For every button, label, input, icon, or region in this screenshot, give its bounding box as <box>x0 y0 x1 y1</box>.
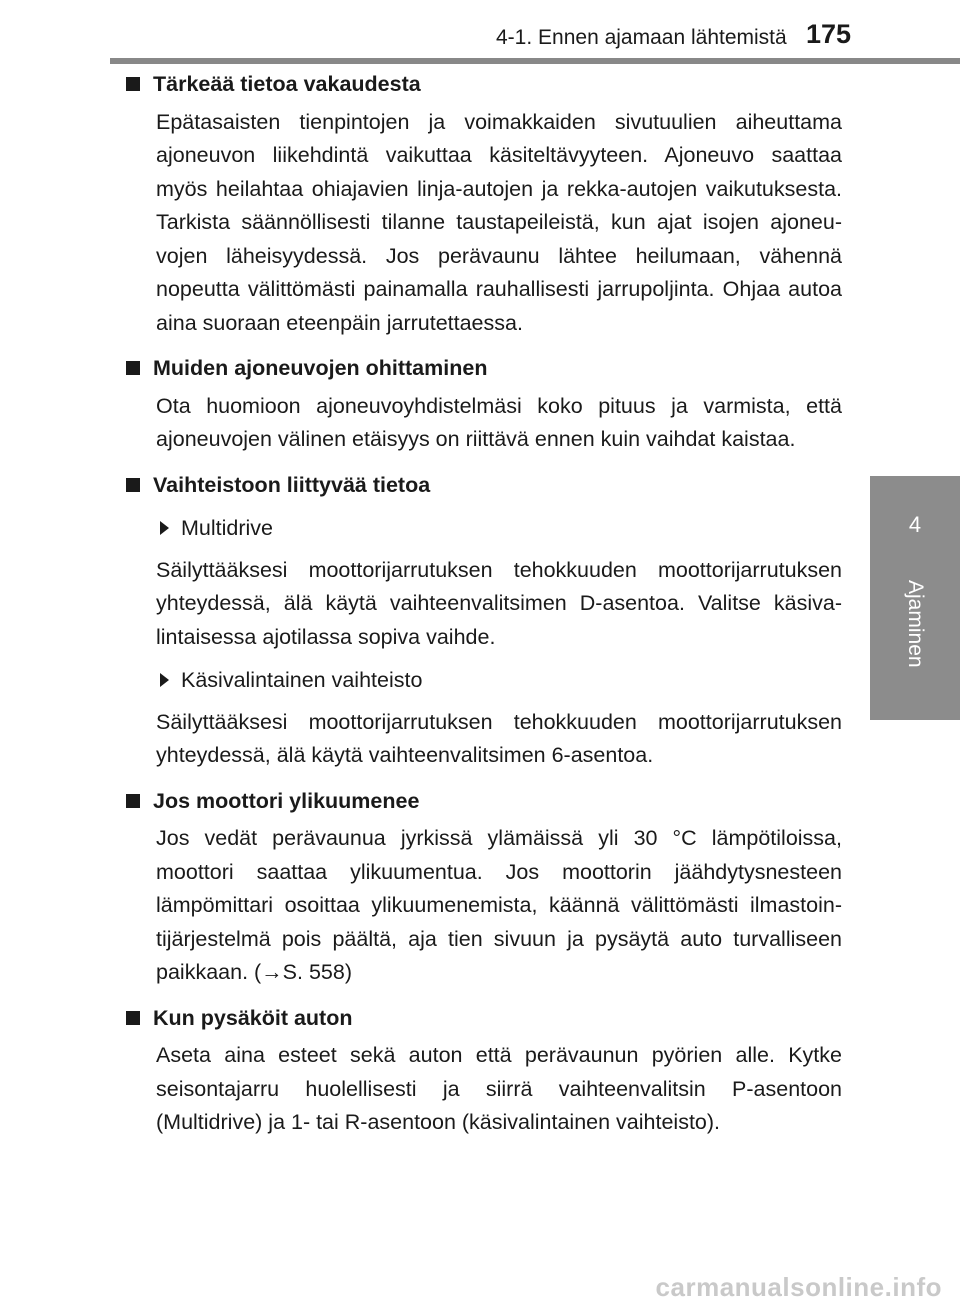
section-paragraph: Epätasaisten tienpintojen ja voimakkaiden sivutuulien aiheuttama ajoneuvon liikehdintä vaikuttaa käsiteltävyyteen. Ajoneuvo saattaa myös heilahtaa ohiajavien linja-autojen ja rekka-autojen vaikutuksesta. Tarkista säännöllisesti tilanne taustapeileistä, kun ajat isojen ajoneu-vojen läheisyydessä. Jos perävaunu lähtee heilumaan, vähennä nopeutta välittömästi painamalla rauhallisesti jarrupoljinta. Ohjaa autoa aina suoraan eteenpäin jarrutettaessa. <box>156 109 842 335</box>
square-bullet-icon <box>126 77 140 91</box>
watermark: carmanualsonline.info <box>655 1272 942 1302</box>
chapter-title-wrapper <box>870 580 960 700</box>
triangle-bullet-icon <box>160 673 169 687</box>
section-heading-text: Tärkeää tietoa vakaudesta <box>153 72 421 96</box>
page-content <box>126 62 842 1144</box>
section-heading-text: Vaihteistoon liittyvää tietoa <box>153 472 431 497</box>
chapter-title: Ajaminen <box>904 580 927 668</box>
section-heading-text: Muiden ajoneuvojen ohittaminen <box>153 356 488 380</box>
section-paragraph: Säilyttääksesi moottorijarrutuksen tehokkuuden moottorijarrutuksen yhteydessä, älä käytä vaihteenvalitsimen 6-asentoa. <box>156 709 842 767</box>
square-bullet-icon <box>126 478 140 492</box>
section-heading-text: Kun pysäköit auton <box>153 1005 353 1030</box>
section-heading <box>126 352 842 386</box>
section-heading <box>126 785 842 819</box>
subsection-heading <box>156 664 842 698</box>
section-paragraph: Aseta aina esteet sekä auton että perävaunun pyörien alle. Kytke seisontajarru huolellisesti ja siirrä vaihteenvalitsin P-asentoon (Multidrive) ja 1- tai R-asentoon (käsivalintainen vaihteisto). <box>156 1043 842 1134</box>
section-heading <box>126 1002 842 1036</box>
section-heading <box>126 469 842 503</box>
page-number: 175 <box>806 19 852 49</box>
subsection-heading <box>156 512 842 546</box>
section-heading <box>126 68 842 102</box>
chapter-number: 4 <box>908 512 922 537</box>
section-paragraph: Jos vedät perävaunua jyrkissä ylämäissä yli 30 °C lämpötiloissa, moottori saattaa ylikuumentua. Jos moottorin jäähdytysnesteen lämpömittari osoittaa ylikuumenemista, käännä välittömästi ilmastoin-tijärjestelmä pois päältä, aja tien sivuun ja pysäytä auto turvalliseen paikkaan. (→S. 558) <box>156 826 842 984</box>
square-bullet-icon <box>126 1011 140 1025</box>
section-paragraph: Säilyttääksesi moottorijarrutuksen tehokkuuden moottorijarrutuksen yhteydessä, älä käytä vaihteenvalitsimen D-asentoa. Valitse käsiva-lintaisessa ajotilassa sopiva vaihde. <box>156 557 842 649</box>
header-section-title: 4-1. Ennen ajamaan lähtemistä <box>496 26 787 49</box>
square-bullet-icon <box>126 794 140 808</box>
subsection-heading-text: Käsivalintainen vaihteisto <box>181 668 423 692</box>
triangle-bullet-icon <box>160 521 169 535</box>
section-paragraph: Ota huomioon ajoneuvoyhdistelmäsi koko pituus ja varmista, että ajoneuvojen välinen etäisyys on riittävä ennen kuin vaihdat kaistaa. <box>156 393 842 451</box>
square-bullet-icon <box>126 361 140 375</box>
subsection-heading-text: Multidrive <box>181 516 273 540</box>
section-heading-text: Jos moottori ylikuumenee <box>153 788 420 813</box>
